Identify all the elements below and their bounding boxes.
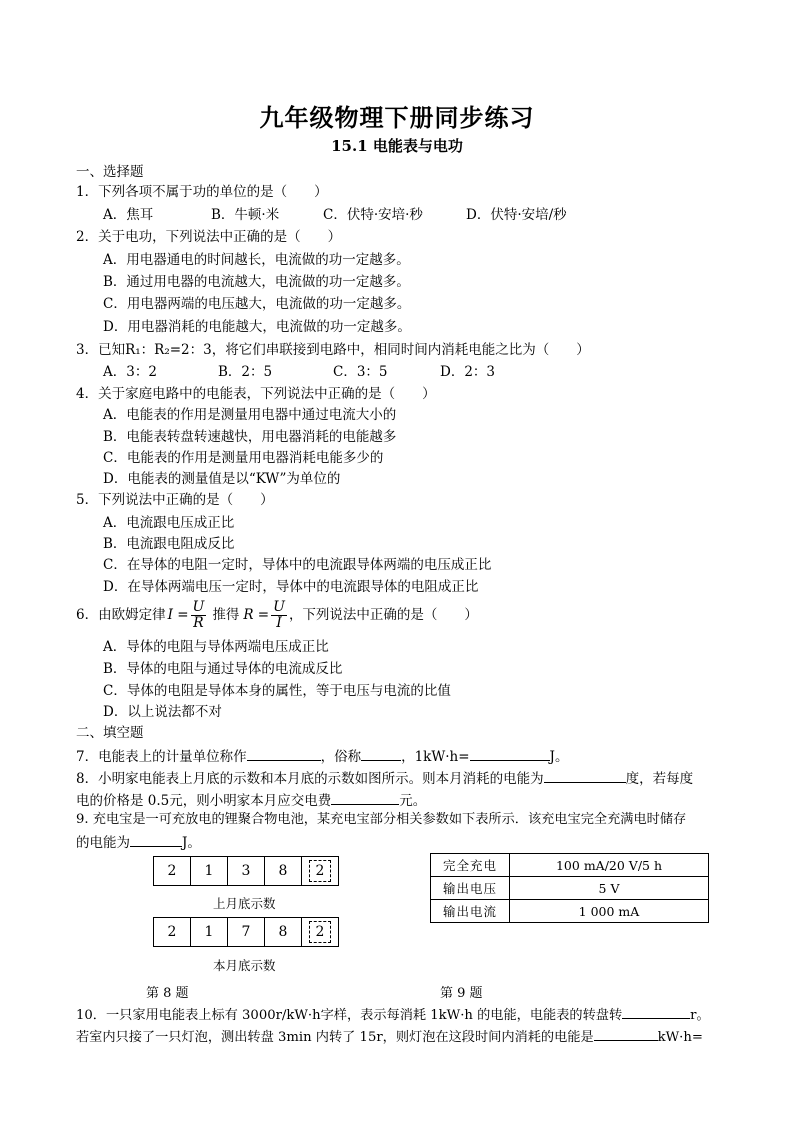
q1-option-b: B．牛顿·米 <box>211 207 280 223</box>
q8-text-3: 电的价格是 0.5元，则小明家本月应交电费 <box>76 793 332 809</box>
q4-option-d: D．电能表的测量值是以“KW”为单位的 <box>103 471 341 487</box>
q2-option-d: D．用电器消耗的电能越大，电流做的功一定越多。 <box>103 319 411 335</box>
question-10-line1 <box>76 1004 710 1025</box>
q7-text-2: ，俗称 <box>320 749 362 765</box>
question-5-stem: 5．下列说法中正确的是（ ） <box>76 492 274 508</box>
section-heading-choice: 一、选择题 <box>76 164 144 180</box>
q10-text-2: r。 <box>690 1008 710 1023</box>
spec-value: 1 000 mA <box>510 900 709 923</box>
question-4-stem: 4．关于家庭电路中的电能表，下列说法中正确的是（ ） <box>76 386 436 402</box>
question-7 <box>76 746 568 766</box>
figure-9-label: 第 9 题 <box>440 986 483 1001</box>
page-subtitle: 15.1 电能表与电功 <box>331 137 463 155</box>
q7-blank-common-name[interactable] <box>361 746 401 761</box>
meter-decimal-value: 2 <box>309 921 331 943</box>
meter-decimal-digit <box>302 857 338 885</box>
q2-option-b: B．通过用电器的电流越大，电流做的功一定越多。 <box>103 274 410 290</box>
question-1-options <box>103 206 567 224</box>
q4-option-c: C．电能表的作用是测量用电器消耗电能多少的 <box>103 450 384 466</box>
q8-blank-fee[interactable] <box>331 790 399 805</box>
table-row <box>431 877 709 900</box>
q6-text-mid: 推得 <box>212 607 240 623</box>
q10-blank-energy[interactable] <box>594 1026 658 1041</box>
q3-option-b: B．2：5 <box>218 364 273 380</box>
q3-option-d: D．2：3 <box>440 364 496 380</box>
q6-formula1-denominator: R <box>193 614 204 631</box>
q6-option-c: C．导体的电阻是导体本身的属性，等于电压与电流的比值 <box>103 683 451 699</box>
question-3-options <box>103 363 495 381</box>
q5-option-d: D．在导体两端电压一定时，导体中的电流跟导体的电阻成正比 <box>103 579 479 595</box>
spec-value: 100 mA/20 V/5 h <box>510 854 709 877</box>
q8-text-1: 8．小明家电能表上月底的示数和本月底的示数如图所示。则本月消耗的电能为 <box>76 771 544 787</box>
q7-text-1: 7．电能表上的计量单位称作 <box>76 749 247 765</box>
page-title: 九年级物理下册同步练习 <box>259 103 535 132</box>
question-6-stem <box>76 597 478 633</box>
q2-option-c: C．用电器两端的电压越大，电流做的功一定越多。 <box>103 296 411 312</box>
q7-text-3: ，1kW·h= <box>401 749 470 765</box>
q6-option-d: D．以上说法都不对 <box>103 704 222 720</box>
meter-last-month <box>153 856 339 886</box>
meter-decimal-value: 2 <box>309 860 331 882</box>
q8-text-2: 度，若每度 <box>625 771 694 787</box>
meter-digit: 3 <box>228 857 265 885</box>
figure-8-label: 第 8 题 <box>146 986 189 1001</box>
question-8-line2 <box>76 790 426 810</box>
q1-option-c: C．伏特·安培·秒 <box>323 207 423 223</box>
q6-formula2-numerator: U <box>273 598 285 615</box>
meter-digit: 2 <box>154 857 191 885</box>
question-9-line2 <box>76 832 201 852</box>
q6-formula2-lhs: R = <box>243 607 270 623</box>
q4-option-a: A．电能表的作用是测量用电器中通过电流大小的 <box>103 407 397 423</box>
q6-formula2-denominator: I <box>276 614 282 631</box>
q8-text-4: 元。 <box>399 793 427 809</box>
q2-option-a: A．用电器通电的时间越长，电流做的功一定越多。 <box>103 252 410 268</box>
meter-digit: 2 <box>154 918 191 946</box>
q9-blank-energy[interactable] <box>130 832 182 847</box>
table-row <box>431 854 709 877</box>
spec-key: 输出电压 <box>431 877 510 900</box>
power-bank-spec-table <box>430 853 709 923</box>
q10-text-1: 10．一只家用电能表上标有 3000r/kW·h字样，表示每消耗 1kW·h 的电能，电能表的转盘转 <box>76 1008 623 1023</box>
q6-formula1-lhs: I = <box>167 607 189 623</box>
q7-blank-joules[interactable] <box>470 746 550 761</box>
question-9-line1: 9. 充电宝是一可充放电的锂聚合物电池，某充电宝部分相关参数如下表所示．该充电宝完全充满电时储存 <box>76 812 687 827</box>
q1-option-d: D．伏特·安培/秒 <box>466 207 567 223</box>
meter-digit: 7 <box>228 918 265 946</box>
question-2-stem: 2．关于电功，下列说法中正确的是（ ） <box>76 229 342 245</box>
q7-blank-unit[interactable] <box>247 746 321 761</box>
spec-value: 5 V <box>510 877 709 900</box>
q7-text-4: J。 <box>549 749 569 765</box>
q6-formula2-fraction <box>271 600 287 631</box>
q5-option-a: A．电流跟电压成正比 <box>103 515 235 531</box>
meter-this-month <box>153 917 339 947</box>
q6-option-b: B．导体的电阻与通过导体的电流成反比 <box>103 661 343 677</box>
spec-key: 输出电流 <box>431 900 510 923</box>
q9-text-3: J。 <box>182 835 201 851</box>
question-3-stem: 3．已知R₁：R₂=2：3，将它们串联接到电路中，相同时间内消耗电能之比为（ ） <box>76 342 590 358</box>
q5-option-c: C．在导体的电阻一定时，导体中的电流跟导体两端的电压成正比 <box>103 557 492 573</box>
meter-this-month-caption: 本月底示数 <box>213 958 276 973</box>
q8-blank-energy[interactable] <box>544 768 626 783</box>
q10-blank-revolutions[interactable] <box>622 1004 690 1019</box>
question-1-stem: 1．下列各项不属于功的单位的是（ ） <box>76 184 328 200</box>
q6-formula1-numerator: U <box>192 598 205 615</box>
meter-digit: 1 <box>191 918 228 946</box>
q10-text-3: 若室内只接了一只灯泡，测出转盘 3min 内转了 15r，则灯泡在这段时间内消耗的电能是 <box>76 1030 594 1045</box>
q10-text-4: kW·h= <box>657 1030 703 1045</box>
spec-key: 完全充电 <box>431 854 510 877</box>
meter-digit: 1 <box>191 857 228 885</box>
question-10-line2 <box>76 1026 703 1047</box>
q6-formula1-fraction <box>191 600 207 631</box>
q3-option-a: A．3：2 <box>103 364 157 380</box>
question-8-line1 <box>76 768 693 788</box>
meter-digit: 8 <box>265 918 302 946</box>
meter-digit: 8 <box>265 857 302 885</box>
q6-option-a: A．导体的电阻与导体两端电压成正比 <box>103 639 329 655</box>
q4-option-b: B．电能表转盘转速越快，用电器消耗的电能越多 <box>103 429 397 445</box>
q3-option-c: C．3：5 <box>333 364 388 380</box>
table-row <box>431 900 709 923</box>
q6-text-post: ，下列说法中正确的是（ ） <box>288 607 478 623</box>
q9-text-2: 的电能为 <box>76 835 130 851</box>
q6-text-pre: 6．由欧姆定律 <box>76 607 166 623</box>
section-heading-fill: 二、填空题 <box>76 725 144 741</box>
q5-option-b: B．电流跟电阻成反比 <box>103 536 235 552</box>
meter-decimal-digit <box>302 918 338 946</box>
meter-last-month-caption: 上月底示数 <box>213 896 276 911</box>
q1-option-a: A．焦耳 <box>103 207 154 223</box>
